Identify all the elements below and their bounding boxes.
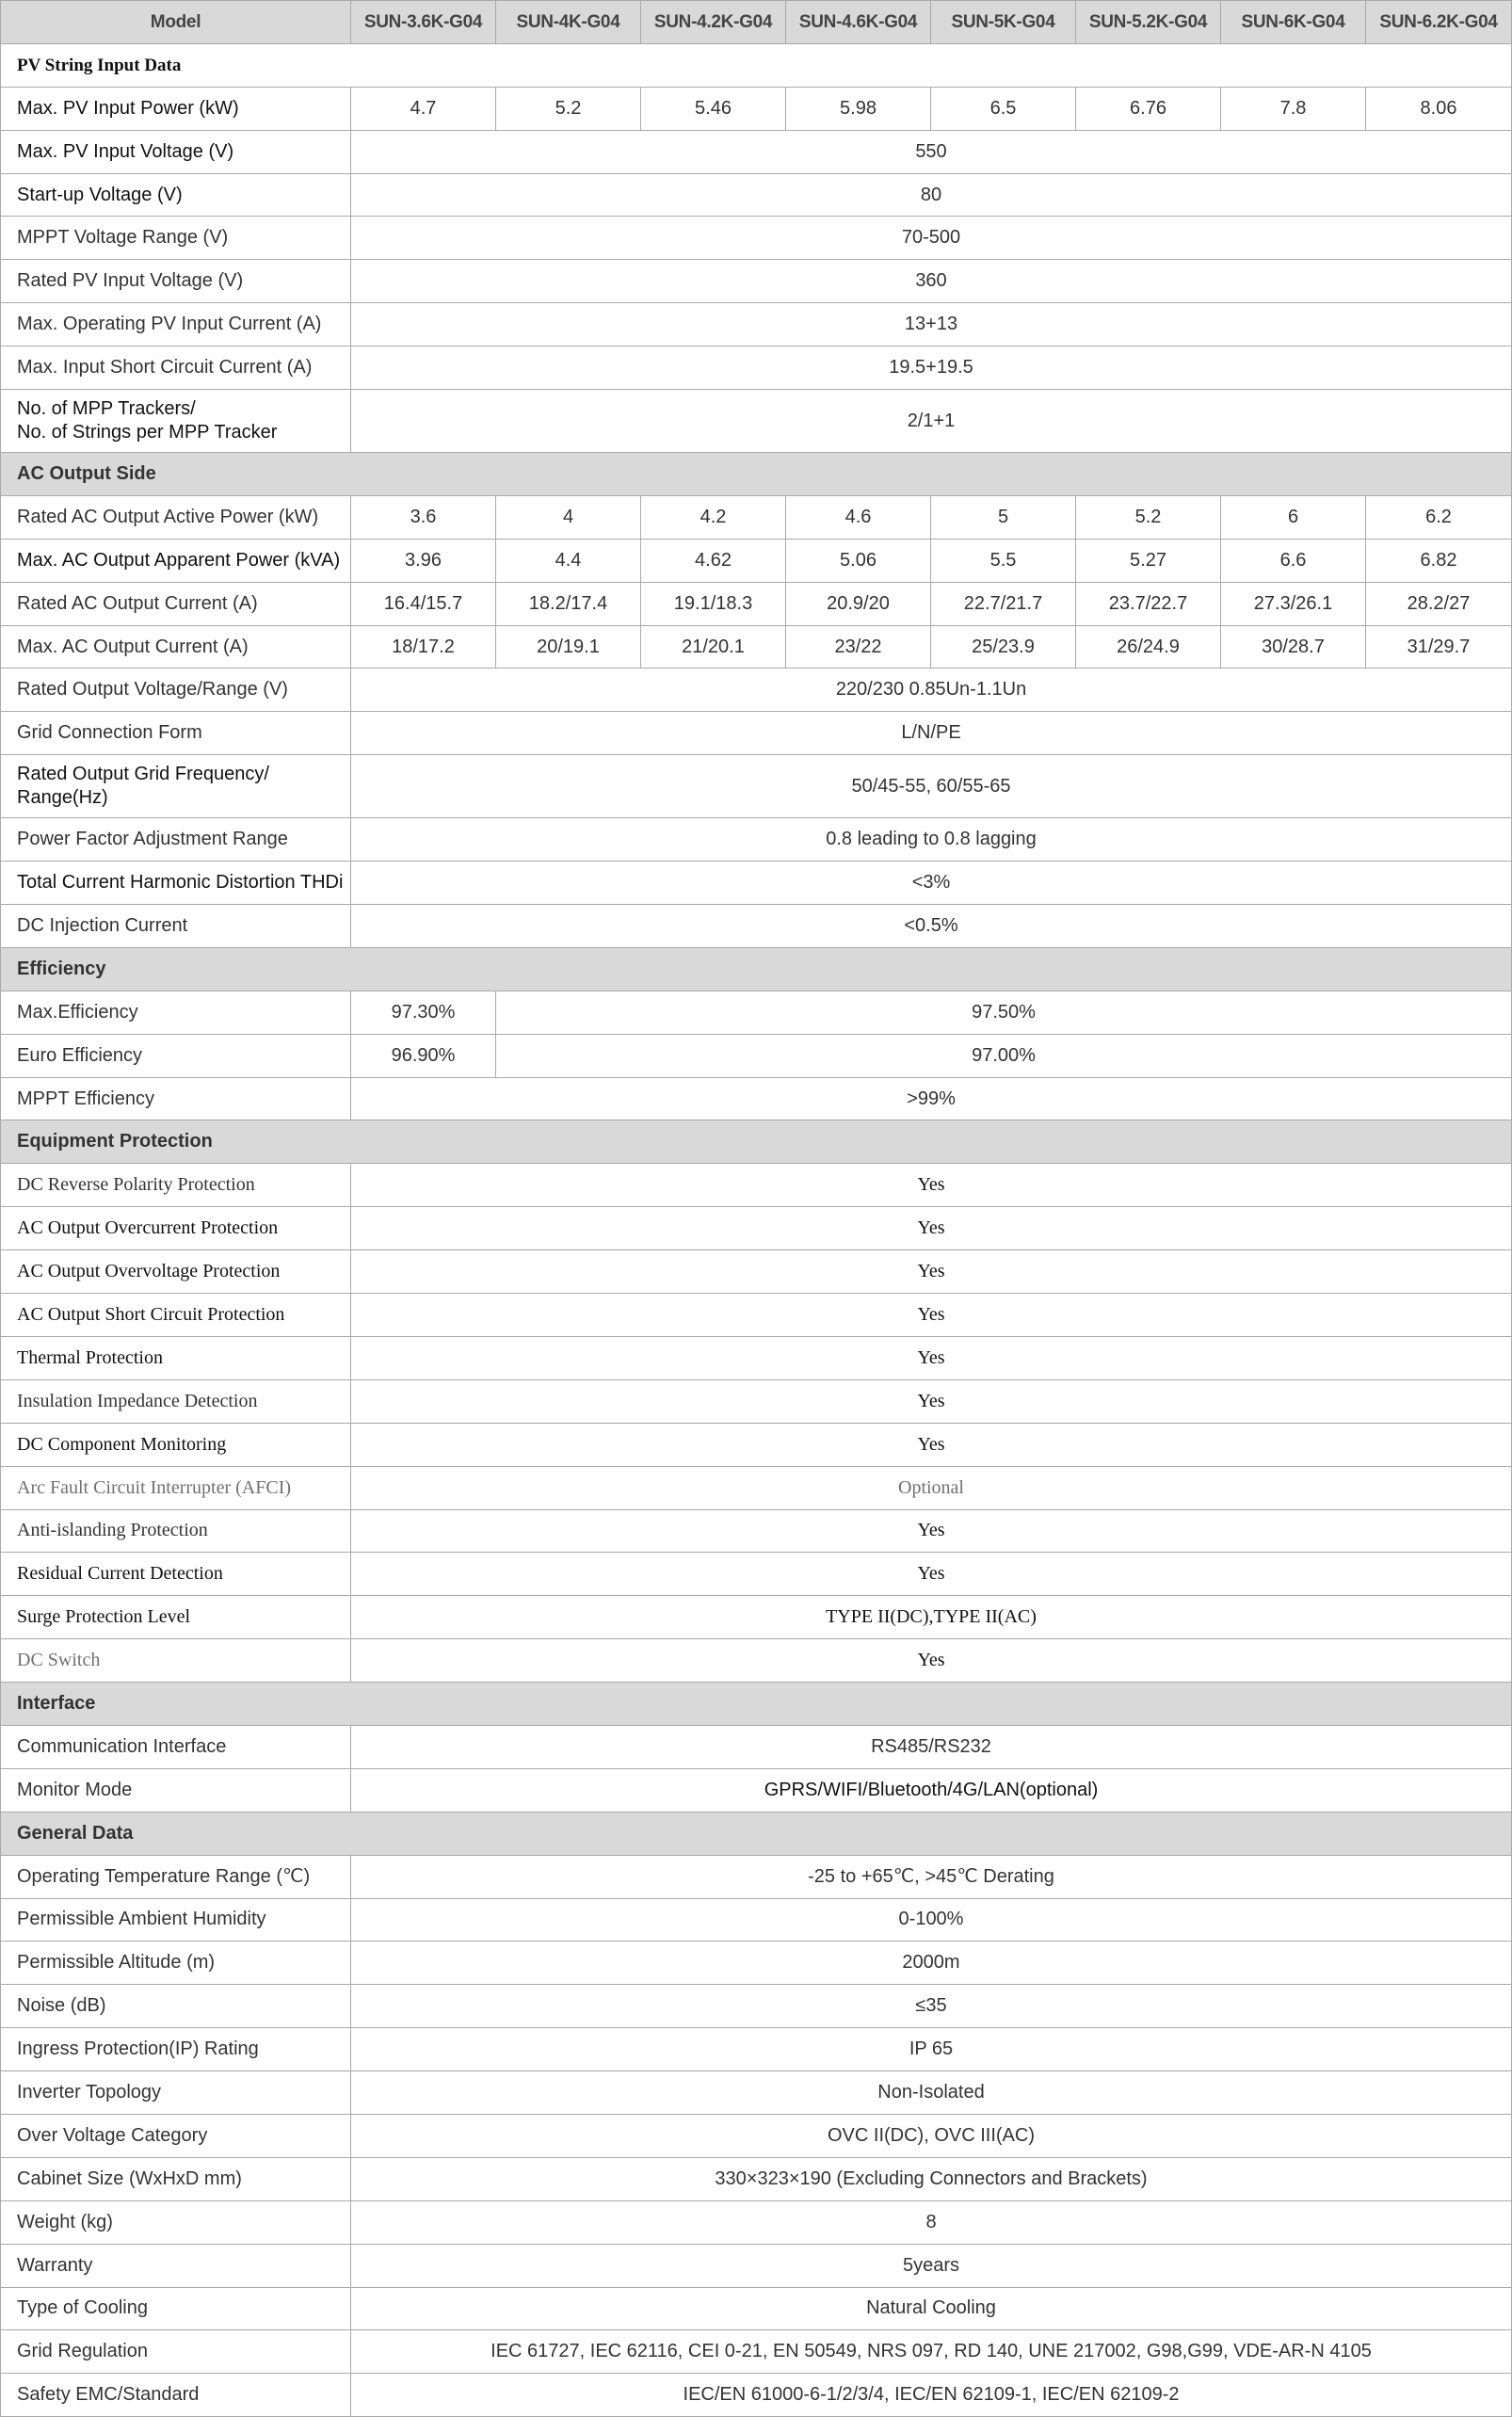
row-label: AC Output Overcurrent Protection	[1, 1207, 351, 1250]
cell-value: 97.30%	[351, 991, 496, 1034]
table-row	[1, 1596, 1512, 1639]
cell-value: 21/20.1	[641, 625, 786, 669]
table-row	[1, 130, 1512, 173]
table-row	[1, 2287, 1512, 2330]
row-label: MPPT Efficiency	[1, 1077, 351, 1120]
table-row	[1, 539, 1512, 582]
table-row	[1, 2244, 1512, 2287]
cell-value: IEC/EN 61000-6-1/2/3/4, IEC/EN 62109-1, IEC/EN 62109-2	[351, 2374, 1512, 2417]
table-row	[1, 2071, 1512, 2115]
table-row	[1, 905, 1512, 948]
cell-value: 16.4/15.7	[351, 582, 496, 625]
cell-value: 31/29.7	[1366, 625, 1512, 669]
row-label: Weight (kg)	[1, 2200, 351, 2244]
table-row	[1, 1077, 1512, 1120]
cell-value: 3.6	[351, 495, 496, 539]
section-header-interface	[1, 1683, 1512, 1726]
row-label: Rated PV Input Voltage (V)	[1, 260, 351, 303]
cell-value: 22.7/21.7	[931, 582, 1076, 625]
row-label: AC Output Short Circuit Protection	[1, 1294, 351, 1337]
cell-value: 19.1/18.3	[641, 582, 786, 625]
row-label: Safety EMC/Standard	[1, 2374, 351, 2417]
section-title: Equipment Protection	[1, 1120, 1512, 1164]
cell-value: 0.8 leading to 0.8 lagging	[351, 818, 1512, 862]
row-label: Rated AC Output Active Power (kW)	[1, 495, 351, 539]
section-header-efficiency	[1, 947, 1512, 991]
cell-value: GPRS/WIFI/Bluetooth/4G/LAN(optional)	[351, 1768, 1512, 1812]
row-label: Max. AC Output Current (A)	[1, 625, 351, 669]
row-label: Power Factor Adjustment Range	[1, 818, 351, 862]
table-row	[1, 2157, 1512, 2200]
cell-value: 4	[496, 495, 641, 539]
cell-value: Yes	[351, 1379, 1512, 1423]
cell-value: 330×323×190 (Excluding Connectors and Brackets)	[351, 2157, 1512, 2200]
table-row	[1, 625, 1512, 669]
table-row	[1, 755, 1512, 818]
cell-value: Yes	[351, 1509, 1512, 1553]
cell-value: 5.2	[1076, 495, 1221, 539]
cell-value: Yes	[351, 1207, 1512, 1250]
cell-value: 5years	[351, 2244, 1512, 2287]
model-column-header: SUN-4.6K-G04	[786, 1, 931, 44]
row-label: Type of Cooling	[1, 2287, 351, 2330]
cell-value: 550	[351, 130, 1512, 173]
cell-value: 96.90%	[351, 1034, 496, 1077]
row-label: Grid Connection Form	[1, 712, 351, 755]
cell-value: 80	[351, 173, 1512, 217]
table-row	[1, 1466, 1512, 1509]
model-column-header: SUN-6K-G04	[1221, 1, 1366, 44]
cell-value: L/N/PE	[351, 712, 1512, 755]
row-label: DC Reverse Polarity Protection	[1, 1164, 351, 1207]
row-label: Cabinet Size (WxHxD mm)	[1, 2157, 351, 2200]
table-row	[1, 1164, 1512, 1207]
cell-value: 2000m	[351, 1942, 1512, 1985]
row-label: AC Output Overvoltage Protection	[1, 1250, 351, 1294]
row-label-line: No. of Strings per MPP Tracker	[17, 422, 278, 443]
cell-value: 23/22	[786, 625, 931, 669]
section-header-ac-output	[1, 453, 1512, 496]
cell-value: 4.4	[496, 539, 641, 582]
cell-value: 8.06	[1366, 87, 1512, 130]
row-label: Warranty	[1, 2244, 351, 2287]
cell-value: 5.27	[1076, 539, 1221, 582]
cell-value: 23.7/22.7	[1076, 582, 1221, 625]
table-row	[1, 1423, 1512, 1466]
row-label: DC Switch	[1, 1639, 351, 1683]
cell-value: >99%	[351, 1077, 1512, 1120]
row-label: Max.Efficiency	[1, 991, 351, 1034]
table-row	[1, 1250, 1512, 1294]
cell-value: 70-500	[351, 217, 1512, 260]
cell-value: Natural Cooling	[351, 2287, 1512, 2330]
model-column-header: SUN-5K-G04	[931, 1, 1076, 44]
cell-value: 25/23.9	[931, 625, 1076, 669]
row-label-line: Rated Output Grid Frequency/	[17, 764, 269, 785]
cell-value: Yes	[351, 1164, 1512, 1207]
cell-value: 3.96	[351, 539, 496, 582]
cell-value: Non-Isolated	[351, 2071, 1512, 2115]
table-row	[1, 2200, 1512, 2244]
table-row	[1, 1509, 1512, 1553]
cell-value: 13+13	[351, 303, 1512, 346]
cell-value: 5.5	[931, 539, 1076, 582]
cell-value: IP 65	[351, 2028, 1512, 2071]
section-title: Interface	[1, 1683, 1512, 1726]
cell-value: 5.06	[786, 539, 931, 582]
model-column-header: SUN-4.2K-G04	[641, 1, 786, 44]
cell-value: 6.2	[1366, 495, 1512, 539]
cell-value: 8	[351, 2200, 1512, 2244]
cell-value: 50/45-55, 60/55-65	[351, 755, 1512, 818]
row-label: Residual Current Detection	[1, 1553, 351, 1596]
row-label: Max. Operating PV Input Current (A)	[1, 303, 351, 346]
cell-value: 20/19.1	[496, 625, 641, 669]
table-row	[1, 1639, 1512, 1683]
row-label: Ingress Protection(IP) Rating	[1, 2028, 351, 2071]
row-label: MPPT Voltage Range (V)	[1, 217, 351, 260]
header-row	[1, 1, 1512, 44]
row-label: Max. Input Short Circuit Current (A)	[1, 346, 351, 390]
row-label: Grid Regulation	[1, 2330, 351, 2374]
row-label: Surge Protection Level	[1, 1596, 351, 1639]
table-row	[1, 260, 1512, 303]
cell-value: 6.5	[931, 87, 1076, 130]
row-label	[1, 390, 351, 453]
cell-value: 6.6	[1221, 539, 1366, 582]
table-row	[1, 818, 1512, 862]
row-label-line: No. of MPP Trackers/	[17, 398, 196, 420]
table-row	[1, 1207, 1512, 1250]
cell-value: 26/24.9	[1076, 625, 1221, 669]
cell-value: Yes	[351, 1250, 1512, 1294]
row-label-line: Range(Hz)	[17, 787, 108, 809]
cell-value: -25 to +65℃, >45℃ Derating	[351, 1855, 1512, 1898]
row-label: Permissible Ambient Humidity	[1, 1898, 351, 1942]
cell-value: Yes	[351, 1294, 1512, 1337]
table-row	[1, 1294, 1512, 1337]
row-label: Max. AC Output Apparent Power (kVA)	[1, 539, 351, 582]
row-label: Total Current Harmonic Distortion THDi	[1, 862, 351, 905]
cell-value: 19.5+19.5	[351, 346, 1512, 390]
table-row	[1, 217, 1512, 260]
row-label: Euro Efficiency	[1, 1034, 351, 1077]
table-row	[1, 390, 1512, 453]
row-label: Anti-islanding Protection	[1, 1509, 351, 1553]
table-row	[1, 2028, 1512, 2071]
cell-value: 6.82	[1366, 539, 1512, 582]
row-label: Max. PV Input Voltage (V)	[1, 130, 351, 173]
row-label: DC Component Monitoring	[1, 1423, 351, 1466]
table-row	[1, 1985, 1512, 2028]
table-row	[1, 1553, 1512, 1596]
cell-value: 4.2	[641, 495, 786, 539]
cell-value: Yes	[351, 1639, 1512, 1683]
table-row	[1, 1336, 1512, 1379]
table-row	[1, 669, 1512, 712]
section-header-general-data	[1, 1812, 1512, 1855]
cell-value: RS485/RS232	[351, 1725, 1512, 1768]
cell-value: 28.2/27	[1366, 582, 1512, 625]
cell-value: 5	[931, 495, 1076, 539]
table-row	[1, 582, 1512, 625]
cell-value: 18.2/17.4	[496, 582, 641, 625]
cell-value: <0.5%	[351, 905, 1512, 948]
row-label: Inverter Topology	[1, 2071, 351, 2115]
cell-value: 5.98	[786, 87, 931, 130]
cell-value: 30/28.7	[1221, 625, 1366, 669]
table-row	[1, 495, 1512, 539]
cell-value: 4.7	[351, 87, 496, 130]
section-title: AC Output Side	[1, 453, 1512, 496]
model-column-header: SUN-4K-G04	[496, 1, 641, 44]
cell-value: 18/17.2	[351, 625, 496, 669]
section-title: PV String Input Data	[1, 43, 1512, 87]
cell-value: 7.8	[1221, 87, 1366, 130]
table-row	[1, 2114, 1512, 2157]
row-label: Max. PV Input Power (kW)	[1, 87, 351, 130]
table-row	[1, 1898, 1512, 1942]
table-row	[1, 87, 1512, 130]
table-row	[1, 1942, 1512, 1985]
cell-value: Yes	[351, 1336, 1512, 1379]
row-label: DC Injection Current	[1, 905, 351, 948]
cell-value: 6.76	[1076, 87, 1221, 130]
table-row	[1, 346, 1512, 390]
cell-value: 97.50%	[496, 991, 1512, 1034]
cell-value: 27.3/26.1	[1221, 582, 1366, 625]
cell-value: 220/230 0.85Un-1.1Un	[351, 669, 1512, 712]
table-row	[1, 1725, 1512, 1768]
row-label: Insulation Impedance Detection	[1, 1379, 351, 1423]
row-label: Communication Interface	[1, 1725, 351, 1768]
cell-value: 4.6	[786, 495, 931, 539]
cell-value: Yes	[351, 1553, 1512, 1596]
table-row	[1, 991, 1512, 1034]
row-label	[1, 755, 351, 818]
table-row	[1, 303, 1512, 346]
table-row	[1, 173, 1512, 217]
model-header: Model	[1, 1, 351, 44]
section-title: Efficiency	[1, 947, 1512, 991]
row-label: Arc Fault Circuit Interrupter (AFCI)	[1, 1466, 351, 1509]
cell-value: IEC 61727, IEC 62116, CEI 0-21, EN 50549, NRS 097, RD 140, UNE 217002, G98,G99, VDE-AR-N 4105	[351, 2330, 1512, 2374]
cell-value: 20.9/20	[786, 582, 931, 625]
cell-value: OVC II(DC), OVC III(AC)	[351, 2114, 1512, 2157]
row-label: Operating Temperature Range (℃)	[1, 1855, 351, 1898]
row-label: Permissible Altitude (m)	[1, 1942, 351, 1985]
cell-value: ≤35	[351, 1985, 1512, 2028]
cell-value: 4.62	[641, 539, 786, 582]
row-label: Noise (dB)	[1, 1985, 351, 2028]
cell-value: <3%	[351, 862, 1512, 905]
row-label: Over Voltage Category	[1, 2114, 351, 2157]
table-row	[1, 1379, 1512, 1423]
cell-value: Optional	[351, 1466, 1512, 1509]
table-row	[1, 1034, 1512, 1077]
table-row	[1, 1768, 1512, 1812]
cell-value: 5.46	[641, 87, 786, 130]
section-title: General Data	[1, 1812, 1512, 1855]
cell-value: 360	[351, 260, 1512, 303]
cell-value: 0-100%	[351, 1898, 1512, 1942]
section-header-pv-input	[1, 43, 1512, 87]
model-column-header: SUN-6.2K-G04	[1366, 1, 1512, 44]
row-label: Thermal Protection	[1, 1336, 351, 1379]
model-column-header: SUN-5.2K-G04	[1076, 1, 1221, 44]
row-label: Monitor Mode	[1, 1768, 351, 1812]
row-label: Rated AC Output Current (A)	[1, 582, 351, 625]
section-header-equipment-protection	[1, 1120, 1512, 1164]
model-column-header: SUN-3.6K-G04	[351, 1, 496, 44]
cell-value: 2/1+1	[351, 390, 1512, 453]
cell-value: 97.00%	[496, 1034, 1512, 1077]
row-label: Rated Output Voltage/Range (V)	[1, 669, 351, 712]
table-row	[1, 862, 1512, 905]
table-row	[1, 1855, 1512, 1898]
cell-value: Yes	[351, 1423, 1512, 1466]
row-label: Start-up Voltage (V)	[1, 173, 351, 217]
cell-value: 5.2	[496, 87, 641, 130]
cell-value: 6	[1221, 495, 1366, 539]
table-row	[1, 2330, 1512, 2374]
cell-value: TYPE II(DC),TYPE II(AC)	[351, 1596, 1512, 1639]
table-row	[1, 712, 1512, 755]
